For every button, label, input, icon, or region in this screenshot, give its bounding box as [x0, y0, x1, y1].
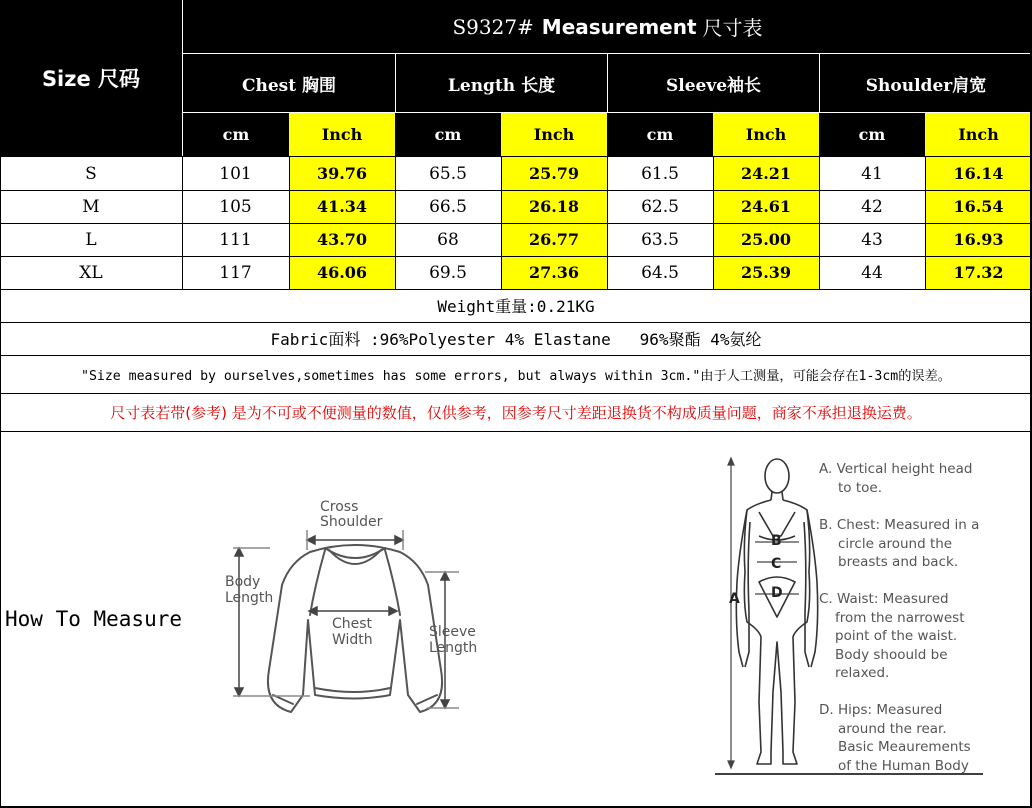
note-b: B. Chest: Measured in a — [819, 517, 980, 533]
table-cell — [819, 190, 925, 223]
unit-inch — [925, 113, 1032, 156]
sweater-diagram — [215, 490, 490, 730]
cell-value: 101 — [219, 163, 252, 184]
note-d: of the Human Body — [838, 758, 969, 774]
note-d: Basic Meaurements — [838, 739, 971, 755]
table-cell — [395, 256, 501, 289]
warning-text: 尺寸表若带(参考) 是为不可或不便测量的数值，仅供参考，因参考尺寸差距退换货不构成质量问题，商家不承担退换运费。 — [110, 403, 922, 422]
disclaimer-note — [0, 355, 1032, 393]
group-header-sleeve — [607, 53, 819, 112]
size-value: M — [82, 196, 100, 217]
unit-inch — [713, 113, 819, 156]
group-label: Chest 胸围 — [241, 75, 337, 96]
table-cell — [925, 157, 1032, 190]
size-cell — [0, 223, 182, 256]
group-header-length — [395, 53, 607, 112]
note-c: Body shoould be — [835, 647, 948, 663]
size-value: L — [85, 229, 97, 250]
fabric-text: Fabric面料 :96%Polyester 4% Elastane 96%聚酯 4%氨纶 — [270, 330, 762, 349]
table-cell — [819, 157, 925, 190]
unit-label: cm — [222, 125, 250, 144]
group-header-shoulder — [819, 53, 1032, 112]
table-cell — [395, 223, 501, 256]
how-to-measure-label — [5, 607, 182, 631]
unit-label: Inch — [745, 125, 787, 144]
size-cell — [0, 157, 182, 190]
table-cell — [925, 223, 1032, 256]
disclaimer-text: "Size measured by ourselves,sometimes has some errors, but always within 3cm."由于人工测量，可能会存在1-3cm的误差。 — [81, 368, 951, 384]
fabric-note — [0, 322, 1032, 355]
cell-value: 27.36 — [528, 263, 580, 282]
unit-cm — [819, 112, 925, 156]
size-header-label: Size 尺码 — [41, 67, 141, 91]
cell-value: 69.5 — [429, 262, 467, 283]
table-cell — [819, 223, 925, 256]
cell-value: 26.77 — [528, 230, 580, 249]
note-d: around the rear. — [838, 721, 947, 737]
cell-value: 16.54 — [953, 197, 1004, 216]
title-cn: 尺寸表 — [702, 16, 763, 40]
table-cell — [395, 157, 501, 190]
table-cell — [713, 256, 819, 289]
sleeve-length-label: Sleeve — [429, 624, 476, 640]
cell-value: 62.5 — [641, 196, 679, 217]
unit-cm — [182, 112, 289, 156]
cell-value: 25.79 — [528, 164, 580, 183]
note-c: relaxed. — [835, 665, 890, 681]
sleeve-length-label: Length — [429, 640, 478, 656]
note-c: from the narrowest — [835, 610, 965, 626]
cell-value: 41 — [861, 163, 883, 184]
cell-value: 42 — [861, 196, 883, 217]
unit-inch — [289, 113, 395, 156]
table-cell — [289, 157, 395, 190]
marker-b: B — [771, 533, 782, 549]
size-value: XL — [79, 262, 103, 283]
cell-value: 39.76 — [316, 164, 368, 183]
warning-note — [0, 393, 1032, 431]
cell-value: 44 — [861, 262, 883, 283]
unit-label: cm — [858, 125, 886, 144]
size-cell — [0, 256, 182, 289]
table-cell — [607, 256, 713, 289]
group-label: Sleeve袖长 — [665, 75, 762, 96]
table-cell — [819, 256, 925, 289]
body-diagram — [715, 452, 990, 782]
marker-a: A — [729, 591, 740, 607]
cell-value: 64.5 — [641, 262, 679, 283]
unit-cm — [395, 112, 501, 156]
cell-value: 43.70 — [316, 230, 368, 249]
body-length-label: Body — [225, 574, 261, 590]
group-header-chest — [182, 53, 395, 112]
cell-value: 26.18 — [528, 197, 580, 216]
group-label: Shoulder肩宽 — [865, 75, 987, 96]
table-cell — [501, 157, 607, 190]
size-value: S — [85, 163, 97, 184]
cell-value: 63.5 — [641, 229, 679, 250]
table-cell — [182, 157, 289, 190]
cell-value: 16.14 — [953, 164, 1004, 183]
cell-value: 117 — [219, 262, 252, 283]
chest-width-label: Width — [332, 632, 373, 648]
cross-shoulder-label: Shoulder — [320, 514, 383, 530]
table-cell — [607, 157, 713, 190]
table-cell — [289, 190, 395, 223]
cell-value: 25.39 — [740, 263, 792, 282]
weight-text: Weight重量:0.21KG — [437, 297, 595, 316]
cell-value: 111 — [219, 229, 252, 250]
cell-value: 65.5 — [429, 163, 467, 184]
table-cell — [395, 190, 501, 223]
cell-value: 16.93 — [953, 230, 1004, 249]
title-text: Measurement — [541, 14, 697, 39]
product-code: S9327# — [452, 14, 534, 39]
cell-value: 41.34 — [316, 197, 368, 216]
cell-value: 24.21 — [740, 164, 792, 183]
how-to-text: How To Measure — [5, 607, 183, 631]
table-cell — [925, 256, 1032, 289]
unit-label: Inch — [533, 125, 575, 144]
table-cell — [182, 256, 289, 289]
cell-value: 46.06 — [316, 263, 368, 282]
size-cell — [0, 190, 182, 223]
weight-note — [0, 289, 1032, 322]
note-c: point of the waist. — [835, 628, 958, 644]
cell-value: 61.5 — [641, 163, 679, 184]
table-cell — [289, 256, 395, 289]
body-length-label: Length — [225, 590, 274, 606]
size-header — [0, 0, 182, 156]
table-cell — [607, 190, 713, 223]
unit-label: Inch — [958, 125, 999, 144]
table-cell — [501, 223, 607, 256]
note-b: circle around the — [838, 536, 953, 552]
unit-inch — [501, 113, 607, 156]
table-cell — [182, 223, 289, 256]
table-cell — [713, 157, 819, 190]
note-a: to toe. — [838, 480, 882, 496]
cell-value: 43 — [861, 229, 883, 250]
table-cell — [289, 223, 395, 256]
note-b: breasts and back. — [838, 554, 959, 570]
unit-label: Inch — [321, 125, 363, 144]
table-cell — [501, 256, 607, 289]
unit-label: cm — [646, 125, 674, 144]
cross-shoulder-label: Cross — [320, 499, 359, 515]
unit-label: cm — [434, 125, 462, 144]
table-title — [182, 0, 1032, 53]
note-c: C. Waist: Measured — [819, 591, 949, 607]
cell-value: 24.61 — [740, 197, 792, 216]
cell-value: 25.00 — [740, 230, 792, 249]
table-cell — [713, 223, 819, 256]
table-cell — [182, 190, 289, 223]
table-cell — [607, 223, 713, 256]
table-cell — [925, 190, 1032, 223]
cell-value: 68 — [437, 229, 459, 250]
unit-cm — [607, 112, 713, 156]
group-label: Length 长度 — [447, 75, 556, 96]
note-a: A. Vertical height head — [819, 461, 973, 477]
cell-value: 105 — [219, 196, 252, 217]
table-cell — [713, 190, 819, 223]
marker-c: C — [771, 556, 782, 572]
marker-d: D — [771, 585, 783, 601]
chest-width-label: Chest — [332, 616, 373, 632]
cell-value: 66.5 — [429, 196, 467, 217]
cell-value: 17.32 — [953, 263, 1004, 282]
table-cell — [501, 190, 607, 223]
note-d: D. Hips: Measured — [819, 702, 943, 718]
